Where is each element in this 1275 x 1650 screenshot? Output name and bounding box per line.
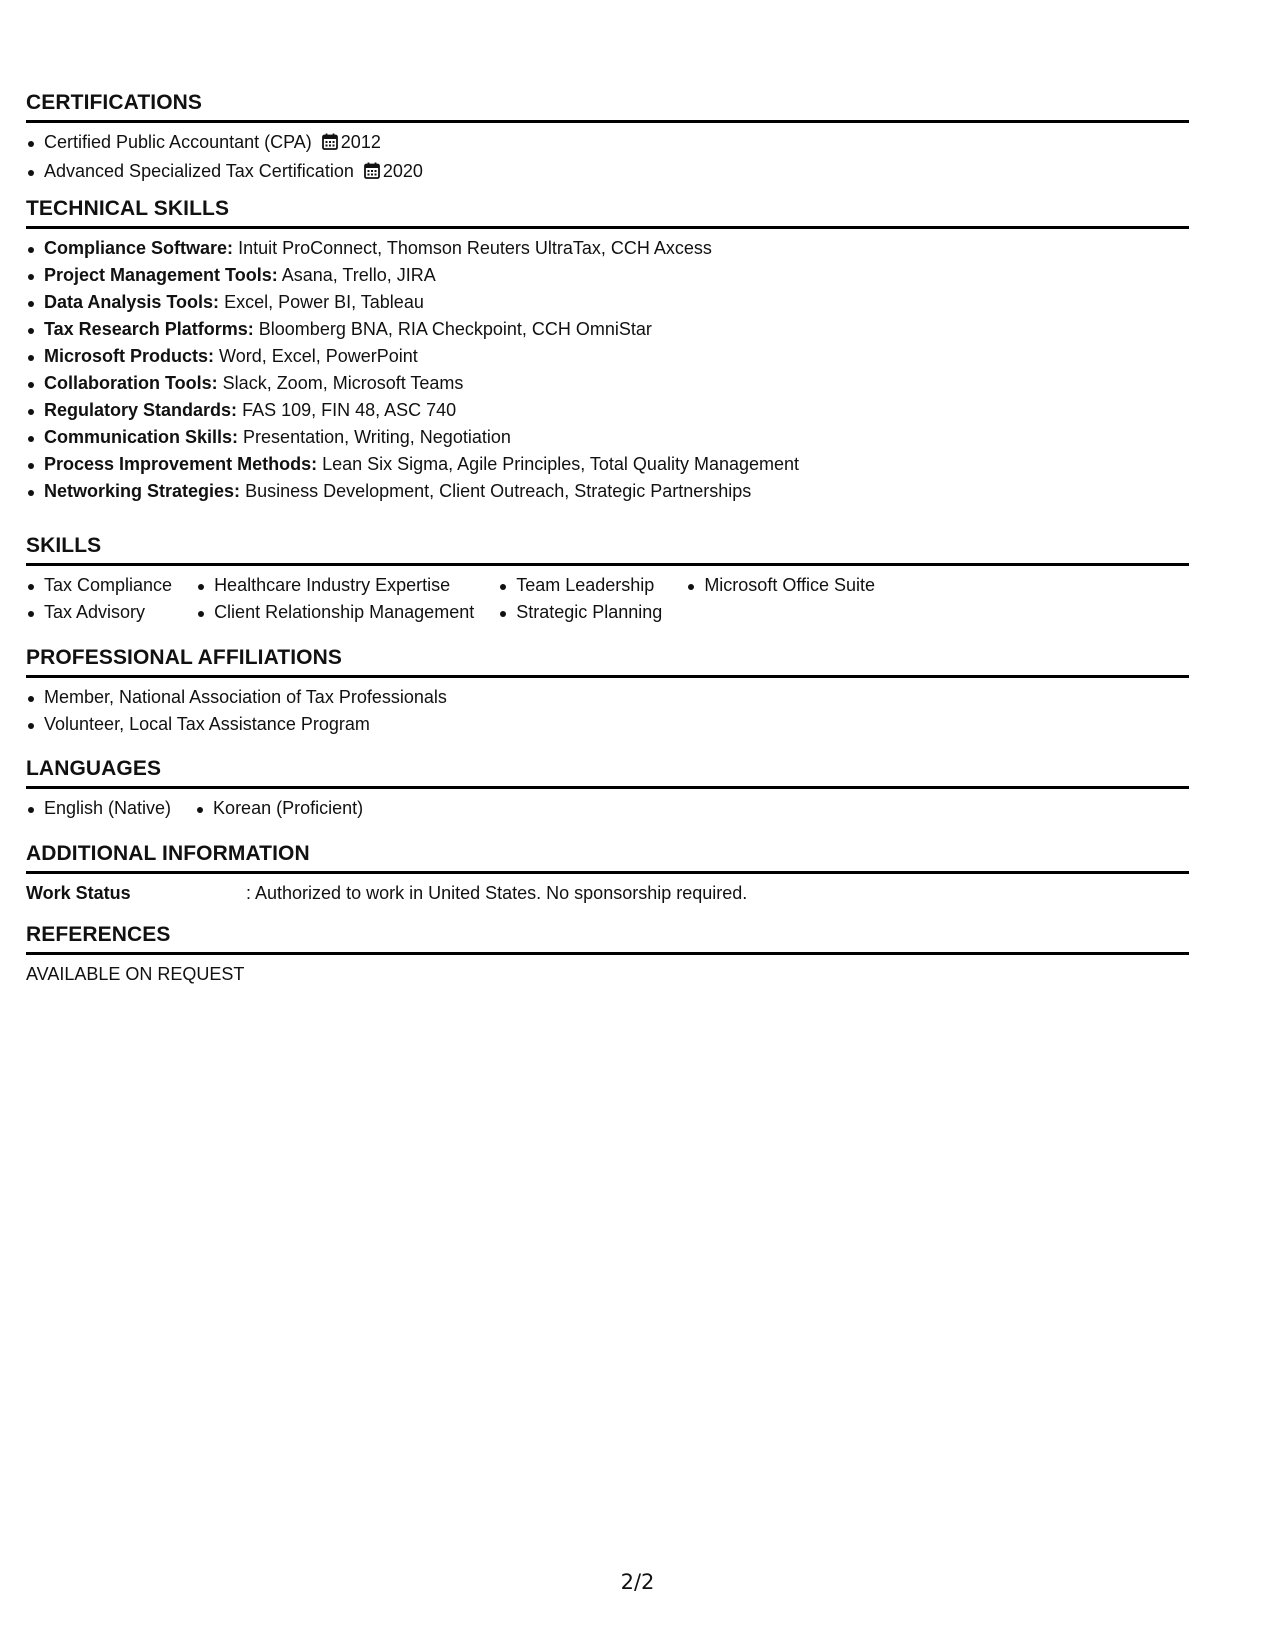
affiliation-item: Member, National Association of Tax Professionals (26, 684, 1189, 711)
resume-page-2 (26, 0, 1249, 1650)
technical-skill-label: Compliance Software: (44, 238, 234, 258)
skills-columns (26, 572, 1189, 626)
technical-skill-label: Communication Skills: (44, 427, 239, 447)
affiliations-list (26, 684, 1189, 738)
skills-column (196, 572, 474, 626)
certification-year: 2020 (382, 161, 423, 181)
additional-info-section (26, 841, 1189, 907)
certification-year: 2012 (340, 132, 381, 152)
technical-skill-item (26, 289, 1189, 316)
skills-heading: SKILLS (26, 533, 1189, 566)
skills-column (686, 572, 875, 626)
affiliation-item: Volunteer, Local Tax Assistance Program (26, 711, 1189, 738)
skill-item: Strategic Planning (498, 599, 662, 626)
technical-skill-label: Collaboration Tools: (44, 373, 218, 393)
skills-column (26, 572, 172, 626)
technical-skill-item (26, 262, 1189, 289)
references-text: AVAILABLE ON REQUEST (26, 964, 245, 984)
work-status-row (26, 880, 1189, 907)
language-item: English (Native) (26, 795, 171, 822)
skill-item: Microsoft Office Suite (686, 572, 875, 599)
skill-item: Client Relationship Management (196, 599, 474, 626)
technical-skill-label: Data Analysis Tools: (44, 292, 220, 312)
additional-info-heading: ADDITIONAL INFORMATION (26, 841, 1189, 874)
certification-name: Advanced Specialized Tax Certification (44, 161, 354, 181)
technical-skill-label: Microsoft Products: (44, 346, 215, 366)
technical-skill-value: Presentation, Writing, Negotiation (243, 427, 511, 447)
technical-skills-section (26, 196, 1189, 505)
technical-skill-item (26, 478, 1189, 505)
affiliations-heading: PROFESSIONAL AFFILIATIONS (26, 645, 1189, 678)
page-number: 2/2 (620, 1570, 655, 1594)
skills-section (26, 533, 1189, 626)
calendar-icon (364, 160, 380, 187)
certification-name: Certified Public Accountant (CPA) (44, 132, 312, 152)
technical-skill-item (26, 397, 1189, 424)
languages-column (195, 795, 363, 822)
certifications-heading: CERTIFICATIONS (26, 90, 1189, 123)
technical-skill-value: Intuit ProConnect, Thomson Reuters UltraTax, CCH Axcess (238, 238, 712, 258)
technical-skill-label: Networking Strategies: (44, 481, 241, 501)
technical-skill-value: Business Development, Client Outreach, Strategic Partnerships (245, 481, 752, 501)
certification-item (26, 129, 1189, 158)
technical-skill-item (26, 235, 1189, 262)
technical-skill-label: Project Management Tools: (44, 265, 278, 285)
technical-skill-label: Tax Research Platforms: (44, 319, 254, 339)
language-item: Korean (Proficient) (195, 795, 363, 822)
skill-item: Tax Compliance (26, 572, 172, 599)
skills-column (498, 572, 662, 626)
references-section (26, 922, 1189, 988)
languages-heading: LANGUAGES (26, 756, 1189, 789)
calendar-icon (322, 131, 338, 158)
technical-skill-value: Slack, Zoom, Microsoft Teams (222, 373, 464, 393)
technical-skill-value: FAS 109, FIN 48, ASC 740 (242, 400, 457, 420)
technical-skill-item (26, 424, 1189, 451)
work-status-label: Work Status (26, 883, 131, 903)
references-heading: REFERENCES (26, 922, 1189, 955)
languages-section (26, 756, 1189, 822)
skill-item: Tax Advisory (26, 599, 172, 626)
work-status-value: : Authorized to work in United States. No sponsorship required. (246, 883, 748, 903)
technical-skill-label: Regulatory Standards: (44, 400, 238, 420)
technical-skill-value: Excel, Power BI, Tableau (224, 292, 424, 312)
certifications-list (26, 129, 1189, 187)
certifications-section (26, 90, 1189, 187)
languages-columns (26, 795, 1189, 822)
technical-skill-value: Word, Excel, PowerPoint (219, 346, 418, 366)
affiliations-section (26, 645, 1189, 738)
languages-column (26, 795, 171, 822)
technical-skill-item (26, 451, 1189, 478)
technical-skills-list (26, 235, 1189, 505)
technical-skill-item (26, 316, 1189, 343)
technical-skill-value: Lean Six Sigma, Agile Principles, Total Quality Management (322, 454, 800, 474)
skill-item: Team Leadership (498, 572, 662, 599)
technical-skill-item (26, 343, 1189, 370)
skill-item: Healthcare Industry Expertise (196, 572, 474, 599)
technical-skill-value: Bloomberg BNA, RIA Checkpoint, CCH OmniStar (258, 319, 652, 339)
certification-item (26, 158, 1189, 187)
technical-skill-label: Process Improvement Methods: (44, 454, 318, 474)
technical-skills-heading: TECHNICAL SKILLS (26, 196, 1189, 229)
technical-skill-value: Asana, Trello, JIRA (281, 265, 436, 285)
technical-skill-item (26, 370, 1189, 397)
